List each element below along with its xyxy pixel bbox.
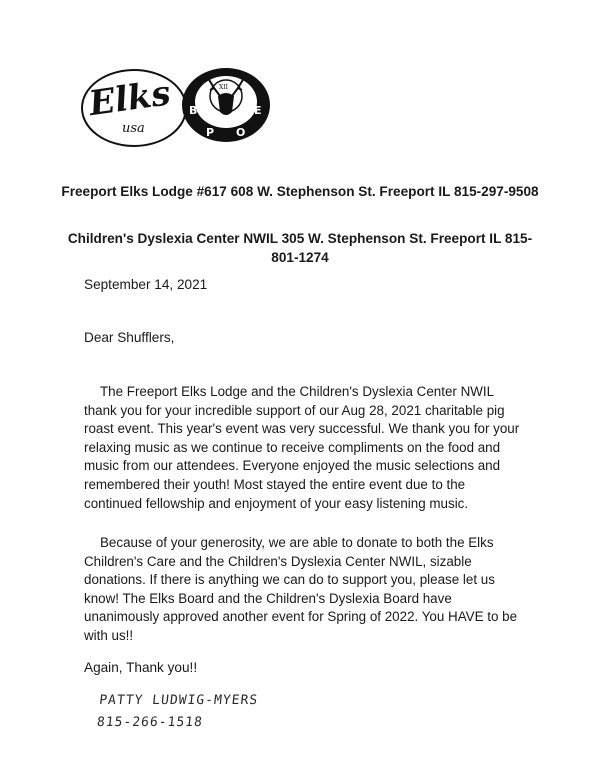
handwritten-signature — [96, 690, 260, 734]
salutation: Dear Shufflers, — [84, 330, 175, 345]
seal-letter-e: E — [254, 104, 262, 117]
signature-name: PATTY LUDWIG-MYERS — [98, 693, 259, 708]
bpoe-elk-seal — [180, 66, 272, 144]
body-paragraph-2-text: Because of your generosity, we are able to donate to both the Elks Children's Care and the Children's Dyslexia Center NWIL, sizable donations. If there is anything we can do to support you, please let us know! The Elks Board and the Children's Dyslexia Board have unanimously approved another event for Spring of 2022. You HAVE to be with us!! — [84, 535, 518, 643]
signature-phone: 815-266-1518 — [96, 715, 204, 730]
body-paragraph-1 — [84, 383, 524, 513]
closing-line: Again, Thank you!! — [84, 660, 198, 675]
elks-usa-logo — [78, 66, 190, 150]
letter-date: September 14, 2021 — [84, 277, 208, 292]
seal-letter-p: P — [206, 126, 215, 139]
seal-letter-b: B — [189, 104, 198, 117]
body-paragraph-2 — [84, 534, 524, 646]
elks-logo-wordmark: Elks — [86, 73, 173, 125]
elks-logo-sub: usa — [122, 121, 145, 136]
dyslexia-center-address: Children's Dyslexia Center NWIL 305 W. Stephenson St. Freeport IL 815-801-1274 — [67, 231, 533, 265]
logo-group — [78, 66, 298, 166]
elks-lodge-address: Freeport Elks Lodge #617 608 W. Stephenson St. Freeport IL 815-297-9508 — [61, 184, 539, 199]
seal-letter-o: O — [236, 126, 246, 139]
seal-clock-numeral: XII — [219, 84, 229, 91]
body-paragraph-1-text: The Freeport Elks Lodge and the Children's Dyslexia Center NWIL thank you for your incredible support of our Aug 28, 2021 charitable pig roast event. This year's event was very successful. We thank you for your relaxing music as we continue to receive compliments on the food and music from our attendees. Everyone enjoyed the music selections and remembered their youth! Most stayed the entire event due to the continued fellowship and enjoyment of your easy listening music. — [84, 384, 520, 511]
